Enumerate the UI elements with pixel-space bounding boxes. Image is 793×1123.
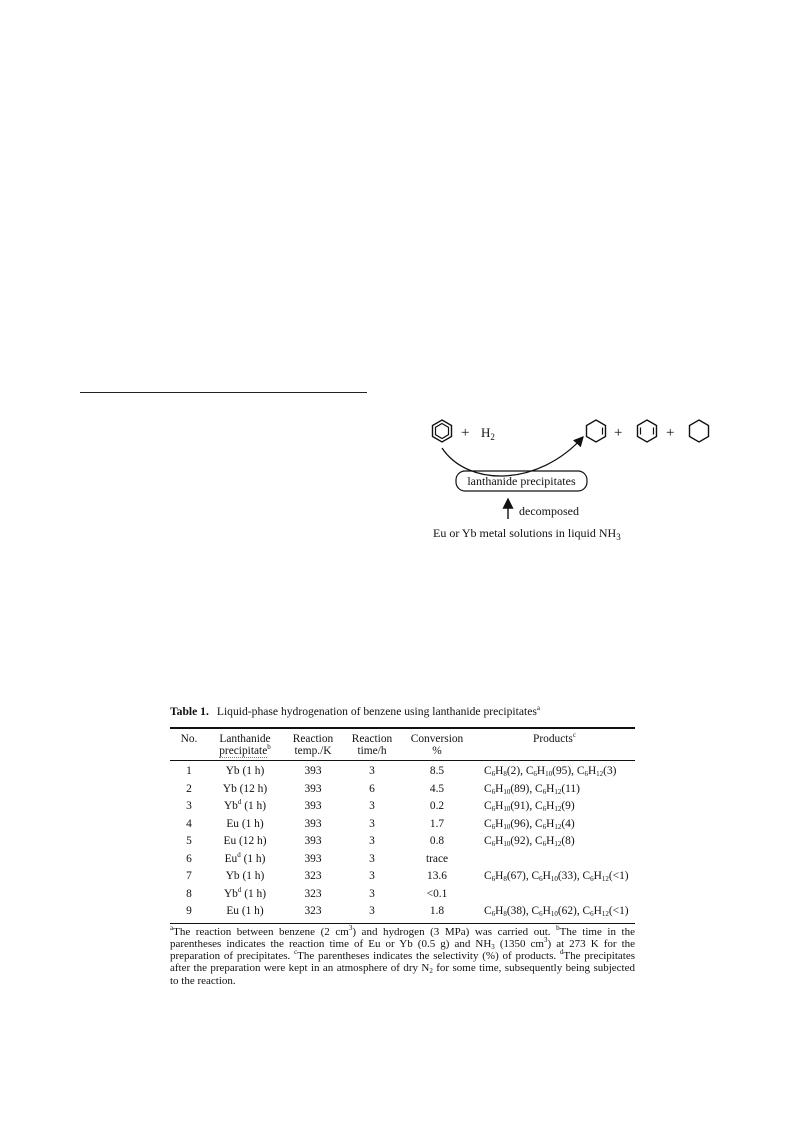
cell-no: 7 bbox=[186, 870, 192, 882]
table-row bbox=[170, 868, 635, 886]
cell-time: 3 bbox=[369, 800, 375, 812]
cell-temp: 393 bbox=[304, 835, 322, 847]
table-title-footnote-mark: a bbox=[536, 704, 540, 712]
table-label: Table 1. bbox=[170, 705, 209, 718]
table-1 bbox=[170, 705, 635, 987]
cell-conversion: 0.2 bbox=[429, 800, 445, 812]
plus-sign: + bbox=[666, 425, 675, 441]
cell-temp: 393 bbox=[304, 817, 322, 830]
cell-time: 3 bbox=[369, 817, 375, 830]
reaction-arrow bbox=[442, 437, 583, 476]
table-row bbox=[170, 833, 635, 851]
cell-time: 3 bbox=[369, 887, 375, 900]
cell-no: 5 bbox=[186, 835, 192, 847]
cell-time: 6 bbox=[369, 782, 375, 795]
decomposed-label: decomposed bbox=[519, 504, 579, 518]
cell-products: $C_6H_{10}(91)$, $C_6H_{12}(9)$ bbox=[484, 800, 575, 813]
cell-no: 4 bbox=[186, 817, 192, 830]
table-footnote: $^a$The reaction between benzene (2 $cm^3$) and hydrogen (3 MPa) was carried out. $^b$The time in the parentheses indicates the reaction time of Eu or Yb (0.5 g) and $NH_3$ (1350 $cm^3$) at 273 K for the preparation of precipitates. $^c$The parentheses indicates the selectivity (%) of products. $^d$The precipitates after the preparation were kept in an atmosphere of dry $N_2$ for some time, subsequently being subjected to the reaction. bbox=[170, 923, 636, 987]
table-row bbox=[170, 798, 635, 816]
source-label: Eu or Yb metal solutions in liquid $NH_3$ bbox=[433, 526, 621, 542]
table-caption bbox=[170, 705, 635, 718]
cell-time: 3 bbox=[369, 870, 375, 882]
cell-temp: 323 bbox=[282, 903, 344, 923]
cell-no: 2 bbox=[186, 782, 192, 795]
cell-time: 3 bbox=[369, 852, 375, 865]
cell-conversion: 1.8 bbox=[400, 903, 474, 923]
cell-time: 3 bbox=[369, 765, 375, 777]
cell-no: 3 bbox=[186, 800, 192, 812]
cell-products: $C_6H_8(2)$, $C_6H_{10}(95)$, $C_6H_{12}(3)$ bbox=[484, 765, 617, 778]
cell-conversion: 8.5 bbox=[429, 765, 445, 777]
plus-sign: + bbox=[614, 425, 623, 441]
cell-time: 3 bbox=[369, 835, 375, 847]
cell-conversion: trace bbox=[425, 852, 449, 865]
h2-label: $H_2$ bbox=[481, 425, 495, 442]
cell-time: 3 bbox=[344, 903, 400, 923]
cell-temp: 323 bbox=[304, 870, 322, 882]
table-row bbox=[170, 816, 635, 834]
cell-products bbox=[474, 886, 635, 904]
cell-precipitate: Yb$^d$ (1 h) bbox=[223, 798, 267, 812]
catalyst-label: lanthanide precipitates bbox=[467, 474, 576, 488]
cell-precipitate: Yb (1 h) bbox=[225, 765, 265, 777]
cell-products bbox=[474, 851, 635, 869]
cell-temp: 393 bbox=[304, 852, 322, 865]
col-header-temp: Reaction temp./K bbox=[282, 728, 344, 761]
cell-no: 6 bbox=[186, 852, 192, 865]
cell-conversion: <0.1 bbox=[426, 887, 448, 900]
cell-precipitate: Eu (1 h) bbox=[208, 903, 282, 923]
cell-no: 9 bbox=[170, 903, 208, 923]
cell-no: 1 bbox=[186, 765, 192, 777]
cell-conversion: 13.6 bbox=[427, 870, 447, 882]
cyclohexane-structure bbox=[690, 420, 709, 442]
table-title: Liquid-phase hydrogenation of benzene using lanthanide precipitates bbox=[216, 705, 537, 718]
cell-precipitate: Yb$^d$ (1 h) bbox=[223, 885, 267, 900]
cell-conversion: 1.7 bbox=[429, 817, 445, 830]
table-row bbox=[170, 781, 635, 799]
cell-products: $C_6H_8(67)$, $C_6H_{10}(33)$, $C_6H_{12}(<1)$ bbox=[484, 870, 629, 883]
cell-products: $C_6H_8(38)$, $C_6H_{10}(62)$, $C_6H_{12}(<1)$ bbox=[474, 903, 635, 923]
col-header-no: No. bbox=[170, 728, 208, 761]
col-header-conversion: Conversion % bbox=[400, 728, 474, 761]
cell-products: $C_6H_{10}(96)$, $C_6H_{12}(4)$ bbox=[484, 817, 575, 831]
cell-temp: 393 bbox=[304, 782, 322, 795]
table-row bbox=[170, 886, 635, 904]
cell-precipitate: Eu (1 h) bbox=[226, 817, 264, 830]
reaction-scheme bbox=[418, 412, 718, 547]
cell-precipitate: Eu (12 h) bbox=[223, 835, 267, 847]
table-row bbox=[170, 761, 635, 781]
cell-products: $C_6H_{10}(92)$, $C_6H_{12}(8)$ bbox=[484, 835, 575, 848]
cell-no: 8 bbox=[186, 887, 192, 900]
cell-conversion: 0.8 bbox=[429, 835, 445, 847]
cell-precipitate: Eu$^d$ (1 h) bbox=[224, 850, 266, 865]
table-row bbox=[170, 851, 635, 869]
cyclohexadiene-structure bbox=[587, 420, 606, 442]
plus-sign: + bbox=[461, 425, 470, 441]
cell-precipitate: Yb (12 h) bbox=[222, 782, 268, 795]
cell-conversion: 4.5 bbox=[429, 782, 445, 795]
cell-temp: 323 bbox=[304, 887, 322, 900]
cyclohexene-structure bbox=[638, 420, 657, 442]
table-row bbox=[170, 903, 635, 923]
benzene-structure bbox=[433, 420, 452, 442]
cell-products: $C_6H_{10}(89)$, $C_6H_{12}(11)$ bbox=[484, 782, 580, 796]
cell-temp: 393 bbox=[304, 765, 322, 777]
col-header-time: Reaction time/h bbox=[344, 728, 400, 761]
col-header-precipitate: Lanthanide precipitate$^b$ bbox=[208, 728, 282, 761]
cell-temp: 393 bbox=[304, 800, 322, 812]
cell-precipitate: Yb (1 h) bbox=[225, 870, 265, 882]
separator-line bbox=[80, 392, 367, 393]
col-header-products: Products$^c$ bbox=[474, 728, 635, 761]
results-table bbox=[170, 727, 635, 924]
